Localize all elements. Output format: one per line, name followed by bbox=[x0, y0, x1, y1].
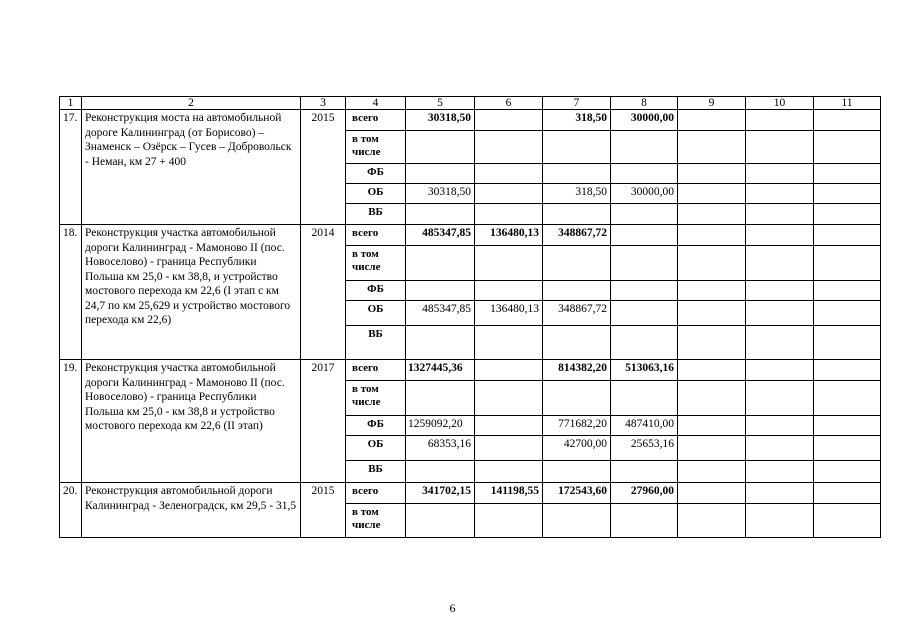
amount-cell bbox=[543, 381, 611, 416]
empty-cell bbox=[814, 326, 881, 360]
empty-cell bbox=[678, 483, 746, 504]
funding-source-label: ОБ bbox=[346, 184, 406, 204]
empty-cell bbox=[678, 381, 746, 416]
amount-cell bbox=[543, 461, 611, 483]
amount-cell: 30318,50 bbox=[406, 110, 475, 131]
empty-cell bbox=[678, 246, 746, 281]
table-row bbox=[60, 110, 881, 131]
empty-cell bbox=[678, 225, 746, 246]
empty-cell bbox=[678, 204, 746, 225]
amount-cell bbox=[406, 164, 475, 184]
amount-cell: 1327445,36 bbox=[406, 360, 475, 381]
empty-cell bbox=[678, 360, 746, 381]
empty-cell bbox=[814, 381, 881, 416]
funding-source-label: в том числе bbox=[346, 504, 406, 538]
row-number: 20. bbox=[60, 483, 82, 538]
empty-cell bbox=[678, 301, 746, 326]
amount-cell: 172543,60 bbox=[543, 483, 611, 504]
funding-source-label: всего bbox=[346, 360, 406, 381]
amount-cell: 30000,00 bbox=[611, 184, 678, 204]
funding-source-label: ВБ bbox=[346, 326, 406, 360]
amount-cell: 136480,13 bbox=[475, 301, 543, 326]
funding-source-label: ФБ bbox=[346, 164, 406, 184]
amount-cell bbox=[475, 436, 543, 461]
amount-cell bbox=[406, 381, 475, 416]
empty-cell bbox=[746, 110, 814, 131]
empty-cell bbox=[746, 204, 814, 225]
amount-cell bbox=[475, 246, 543, 281]
funding-source-label: ВБ bbox=[346, 204, 406, 225]
empty-cell bbox=[746, 381, 814, 416]
amount-cell bbox=[611, 381, 678, 416]
object-description: Реконструкция моста на автомобильной дороге Калининград (от Борисово) – Знаменск – Озёрск – Гусев – Добровольск - Неман, км 27 + 400 bbox=[82, 110, 301, 225]
amount-cell bbox=[611, 461, 678, 483]
amount-cell bbox=[611, 131, 678, 164]
amount-cell: 771682,20 bbox=[543, 416, 611, 436]
row-number: 17. bbox=[60, 110, 82, 225]
column-number-header: 3 bbox=[301, 97, 346, 110]
amount-cell: 30318,50 bbox=[406, 184, 475, 204]
empty-cell bbox=[678, 461, 746, 483]
empty-cell bbox=[814, 504, 881, 538]
amount-cell bbox=[406, 326, 475, 360]
empty-cell bbox=[678, 436, 746, 461]
empty-cell bbox=[678, 416, 746, 436]
column-number-header: 7 bbox=[543, 97, 611, 110]
empty-cell bbox=[814, 225, 881, 246]
amount-cell: 136480,13 bbox=[475, 225, 543, 246]
year-cell: 2017 bbox=[301, 360, 346, 483]
funding-source-label: всего bbox=[346, 225, 406, 246]
amount-cell bbox=[611, 504, 678, 538]
empty-cell bbox=[814, 131, 881, 164]
empty-cell bbox=[678, 131, 746, 164]
empty-cell bbox=[814, 360, 881, 381]
amount-cell: 348867,72 bbox=[543, 225, 611, 246]
empty-cell bbox=[746, 504, 814, 538]
amount-cell: 141198,55 bbox=[475, 483, 543, 504]
row-number: 19. bbox=[60, 360, 82, 483]
page-number: 6 bbox=[449, 601, 456, 615]
amount-cell: 42700,00 bbox=[543, 436, 611, 461]
amount-cell bbox=[475, 204, 543, 225]
empty-cell bbox=[814, 110, 881, 131]
column-number-header: 6 bbox=[475, 97, 543, 110]
amount-cell bbox=[475, 504, 543, 538]
funding-source-label: в том числе bbox=[346, 381, 406, 416]
column-number-header: 5 bbox=[406, 97, 475, 110]
amount-cell: 341702,15 bbox=[406, 483, 475, 504]
empty-cell bbox=[814, 164, 881, 184]
amount-cell bbox=[611, 281, 678, 301]
empty-cell bbox=[746, 360, 814, 381]
empty-cell bbox=[814, 281, 881, 301]
amount-cell bbox=[611, 326, 678, 360]
amount-cell bbox=[475, 184, 543, 204]
amount-cell bbox=[475, 326, 543, 360]
empty-cell bbox=[746, 246, 814, 281]
amount-cell bbox=[406, 281, 475, 301]
amount-cell: 30000,00 bbox=[611, 110, 678, 131]
funding-source-label: в том числе bbox=[346, 246, 406, 281]
empty-cell bbox=[746, 164, 814, 184]
program-table bbox=[59, 96, 881, 538]
amount-cell bbox=[543, 204, 611, 225]
empty-cell bbox=[814, 483, 881, 504]
amount-cell: 487410,00 bbox=[611, 416, 678, 436]
empty-cell bbox=[814, 301, 881, 326]
amount-cell bbox=[543, 326, 611, 360]
amount-cell: 318,50 bbox=[543, 110, 611, 131]
table-row bbox=[60, 483, 881, 504]
amount-cell bbox=[406, 246, 475, 281]
empty-cell bbox=[814, 246, 881, 281]
funding-source-label: ОБ bbox=[346, 301, 406, 326]
empty-cell bbox=[814, 184, 881, 204]
year-cell: 2014 bbox=[301, 225, 346, 360]
amount-cell bbox=[611, 204, 678, 225]
empty-cell bbox=[814, 416, 881, 436]
amount-cell bbox=[475, 416, 543, 436]
amount-cell bbox=[543, 504, 611, 538]
empty-cell bbox=[746, 416, 814, 436]
amount-cell bbox=[543, 131, 611, 164]
empty-cell bbox=[678, 326, 746, 360]
empty-cell bbox=[678, 281, 746, 301]
object-description: Реконструкция автомобильной дороги Калининград - Зеленоградск, км 29,5 - 31,5 bbox=[82, 483, 301, 538]
row-number: 18. bbox=[60, 225, 82, 360]
column-number-header: 9 bbox=[678, 97, 746, 110]
column-number-header: 8 bbox=[611, 97, 678, 110]
amount-cell bbox=[475, 360, 543, 381]
funding-source-label: ФБ bbox=[346, 416, 406, 436]
funding-source-label: ОБ bbox=[346, 436, 406, 461]
amount-cell bbox=[475, 381, 543, 416]
amount-cell bbox=[611, 225, 678, 246]
amount-cell: 513063,16 bbox=[611, 360, 678, 381]
amount-cell bbox=[475, 131, 543, 164]
empty-cell bbox=[746, 461, 814, 483]
column-number-header: 1 bbox=[60, 97, 82, 110]
empty-cell bbox=[746, 483, 814, 504]
amount-cell bbox=[611, 164, 678, 184]
amount-cell bbox=[406, 461, 475, 483]
amount-cell bbox=[475, 164, 543, 184]
amount-cell bbox=[406, 204, 475, 225]
year-cell: 2015 bbox=[301, 483, 346, 538]
funding-source-label: ВБ bbox=[346, 461, 406, 483]
empty-cell bbox=[746, 225, 814, 246]
amount-cell bbox=[611, 246, 678, 281]
amount-cell bbox=[475, 461, 543, 483]
object-description: Реконструкция участка автомобильной дороги Калининград - Мамоново II (пос. Новоселово) - граница Республики Польша км 25,0 - км 38,8, и устройство мостового перехода км 22,6 (I этап с км 24,7 по км 25,629 и устройство мостового перехода км 22,6) bbox=[82, 225, 301, 360]
amount-cell bbox=[543, 281, 611, 301]
funding-source-label: ФБ bbox=[346, 281, 406, 301]
amount-cell: 1259092,20 bbox=[406, 416, 475, 436]
amount-cell bbox=[406, 504, 475, 538]
empty-cell bbox=[746, 281, 814, 301]
amount-cell bbox=[611, 301, 678, 326]
amount-cell: 27960,00 bbox=[611, 483, 678, 504]
empty-cell bbox=[678, 504, 746, 538]
column-number-header: 2 bbox=[82, 97, 301, 110]
column-number-header: 11 bbox=[814, 97, 881, 110]
column-number-header: 4 bbox=[346, 97, 406, 110]
amount-cell: 318,50 bbox=[543, 184, 611, 204]
amount-cell: 348867,72 bbox=[543, 301, 611, 326]
object-description: Реконструкция участка автомобильной дороги Калининград - Мамоново II (пос. Новоселово) - граница Республики Польша км 25,0 - км 38,8 и устройство мостового перехода км 22,6 (II этап) bbox=[82, 360, 301, 483]
amount-cell bbox=[475, 110, 543, 131]
empty-cell bbox=[746, 301, 814, 326]
amount-cell: 68353,16 bbox=[406, 436, 475, 461]
amount-cell bbox=[543, 164, 611, 184]
amount-cell bbox=[543, 246, 611, 281]
year-cell: 2015 bbox=[301, 110, 346, 225]
empty-cell bbox=[814, 436, 881, 461]
empty-cell bbox=[678, 184, 746, 204]
empty-cell bbox=[814, 204, 881, 225]
empty-cell bbox=[814, 461, 881, 483]
empty-cell bbox=[746, 436, 814, 461]
funding-source-label: всего bbox=[346, 110, 406, 131]
amount-cell bbox=[406, 131, 475, 164]
column-number-header: 10 bbox=[746, 97, 814, 110]
column-number-header-row bbox=[60, 97, 881, 110]
amount-cell bbox=[475, 281, 543, 301]
amount-cell: 485347,85 bbox=[406, 225, 475, 246]
empty-cell bbox=[746, 326, 814, 360]
funding-source-label: всего bbox=[346, 483, 406, 504]
amount-cell: 814382,20 bbox=[543, 360, 611, 381]
empty-cell bbox=[678, 164, 746, 184]
table-row bbox=[60, 360, 881, 381]
empty-cell bbox=[746, 131, 814, 164]
amount-cell: 25653,16 bbox=[611, 436, 678, 461]
empty-cell bbox=[746, 184, 814, 204]
funding-source-label: в том числе bbox=[346, 131, 406, 164]
empty-cell bbox=[678, 110, 746, 131]
amount-cell: 485347,85 bbox=[406, 301, 475, 326]
table-row bbox=[60, 225, 881, 246]
